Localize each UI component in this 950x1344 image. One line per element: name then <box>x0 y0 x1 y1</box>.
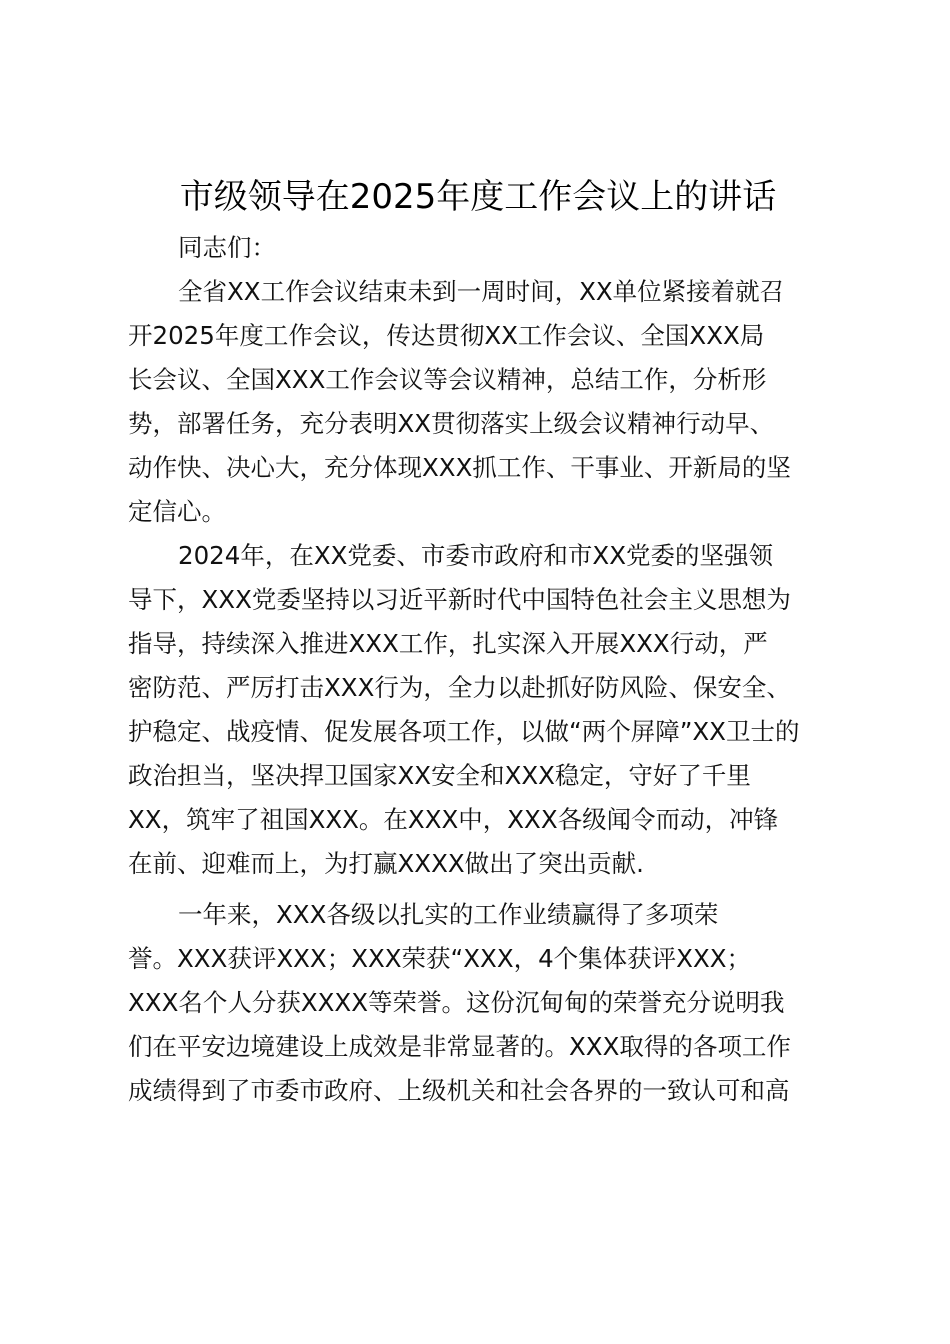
text-line: 动作快、决心大，充分体现XXX抓工作、干事业、开新局的坚 <box>128 453 791 482</box>
text-line: 全省XX工作会议结束未到一周时间，XX单位紧接着就召 <box>178 277 785 306</box>
text-line: 定信心。 <box>128 497 226 526</box>
text-line: 长会议、全国XXX工作会议等会议精神，总结工作，分析形 <box>128 365 767 394</box>
text-line: 政治担当，坚决捍卫国家XX安全和XXX稳定，守好了千里 <box>128 761 751 790</box>
document-title: 市级领导在2025年度工作会议上的讲话 <box>179 177 777 217</box>
text-line: XX，筑牢了祖国XXX。在XXX中，XXX各级闻令而动，冲锋 <box>128 805 779 834</box>
text-line: 护稳定、战疫情、促发展各项工作，以做“两个屏障”XX卫士的 <box>128 717 800 746</box>
text-line: 指导，持续深入推进XXX工作，扎实深入开展XXX行动，严 <box>128 629 768 658</box>
text-line: 密防范、严厉打击XXX行为，全力以赴抓好防风险、保安全、 <box>128 673 791 702</box>
salutation-line: 同志们： <box>178 233 276 262</box>
text-line: 誉。XXX获评XXX；XXX荣获“XXX，4个集体获评XXX； <box>128 944 752 973</box>
text-line: 成绩得到了市委市政府、上级机关和社会各界的一致认可和高 <box>128 1076 790 1105</box>
text-line: 一年来，XXX各级以扎实的工作业绩赢得了多项荣 <box>178 900 719 929</box>
text-line: XXX名个人分获XXXX等荣誉。这份沉甸甸的荣誉充分说明我 <box>128 988 785 1017</box>
text-line: 开2025年度工作会议，传达贯彻XX工作会议、全国XXX局 <box>128 321 765 350</box>
text-line: 在前、迎难而上，为打赢XXXX做出了突出贡献. <box>128 849 644 878</box>
text-line: 们在平安边境建设上成效是非常显著的。XXX取得的各项工作 <box>128 1032 791 1061</box>
text-line: 势，部署任务，充分表明XX贯彻落实上级会议精神行动早、 <box>128 409 775 438</box>
text-line: 导下，XXX党委坚持以习近平新时代中国特色社会主义思想为 <box>128 585 791 614</box>
text-line: 2024年，在XX党委、市委市政府和市XX党委的坚强领 <box>178 541 773 570</box>
